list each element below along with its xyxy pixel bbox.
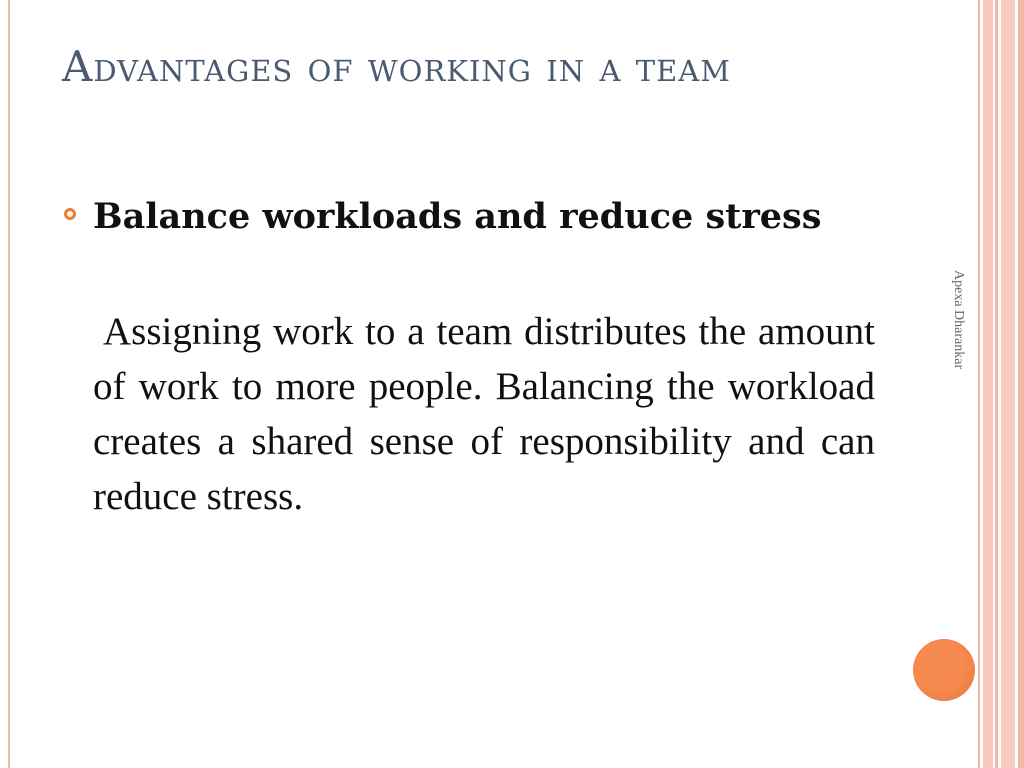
author-name-vertical: Apexa Dharankar [951,270,966,370]
body-paragraph: Assigning work to a team distributes the amount of work to more people. Balancing the workload creates a shared sense of responsibility and can reduce stress. [93,310,875,518]
right-stripe [1018,0,1024,768]
right-stripe [983,0,993,768]
bullet-item [64,190,854,244]
right-stripe [995,0,998,768]
bullet-circle-icon [64,208,76,220]
bullet-heading: Balance workloads and reduce stress [93,196,822,237]
right-stripe [1001,0,1015,768]
right-stripe [978,0,980,768]
left-border-line [8,0,10,768]
orange-circle-decoration-icon [913,639,975,701]
slide-title: Advantages of working in a team [62,42,731,91]
